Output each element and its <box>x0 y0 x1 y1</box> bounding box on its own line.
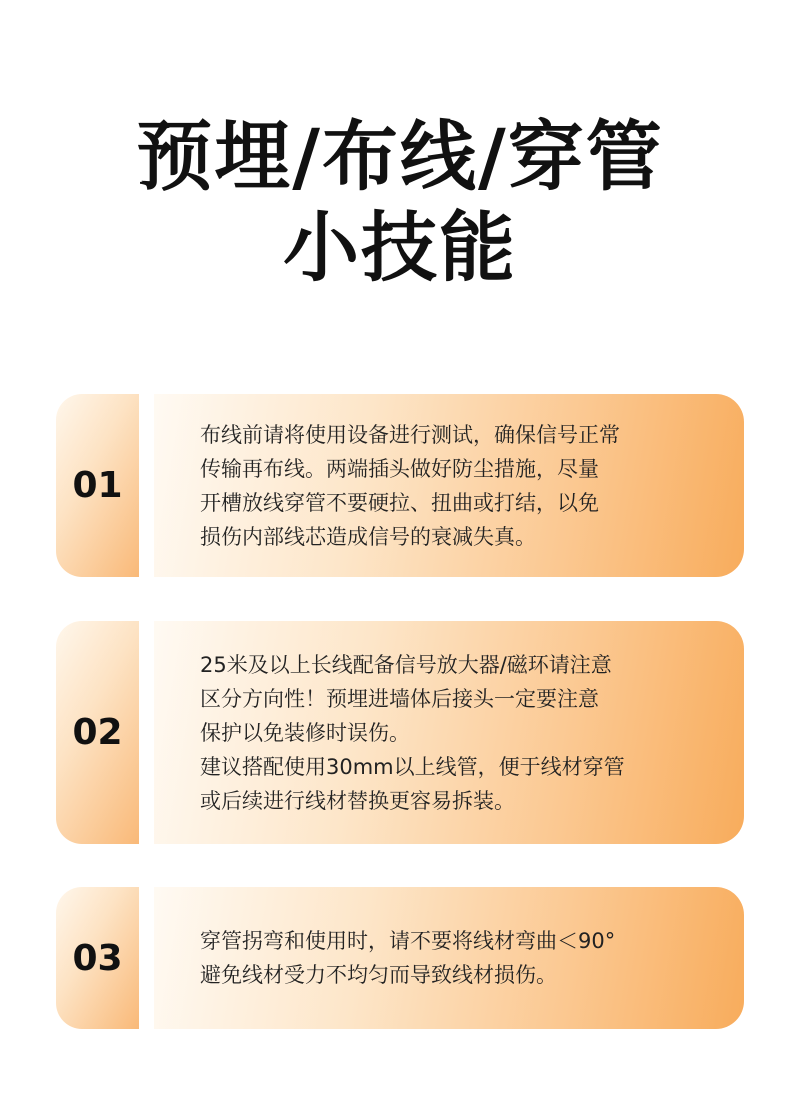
step-number: 01 <box>72 465 123 506</box>
step-text-card-03 <box>154 887 744 1029</box>
step-text-line: 避免线材受力不均匀而导致线材损伤。 <box>200 963 557 987</box>
page-title-line-2: 小技能 <box>283 203 517 292</box>
step-text-line: 建议搭配使用30mm以上线管，便于线材穿管 <box>200 754 625 779</box>
step-number-badge-02 <box>56 621 139 844</box>
step-text-line: 或后续进行线材替换更容易拆装。 <box>200 788 515 813</box>
page-title-line-1: 预埋/布线/穿管 <box>136 112 664 201</box>
step-text-line: 开槽放线穿管不要硬拉、扭曲或打结，以免 <box>200 490 599 515</box>
step-number: 03 <box>72 937 123 979</box>
step-text-card-01 <box>154 394 744 577</box>
step-number-badge-03 <box>56 887 139 1029</box>
step-text-line: 布线前请将使用设备进行测试，确保信号正常 <box>200 422 620 447</box>
step-text-line: 穿管拐弯和使用时，请不要将线材弯曲＜90° <box>200 929 616 953</box>
step-number-badge-01 <box>56 394 139 577</box>
step-number: 02 <box>72 712 123 753</box>
step-text-line: 传输再布线。两端插头做好防尘措施，尽量 <box>200 456 599 481</box>
step-text-line: 保护以免装修时误伤。 <box>200 720 410 745</box>
step-text-line: 25米及以上长线配备信号放大器/磁环请注意 <box>200 652 612 677</box>
step-text-line: 损伤内部线芯造成信号的衰减失真。 <box>200 524 536 549</box>
step-text-card-02 <box>154 621 744 844</box>
step-text-line: 区分方向性！预埋进墙体后接头一定要注意 <box>200 686 599 711</box>
